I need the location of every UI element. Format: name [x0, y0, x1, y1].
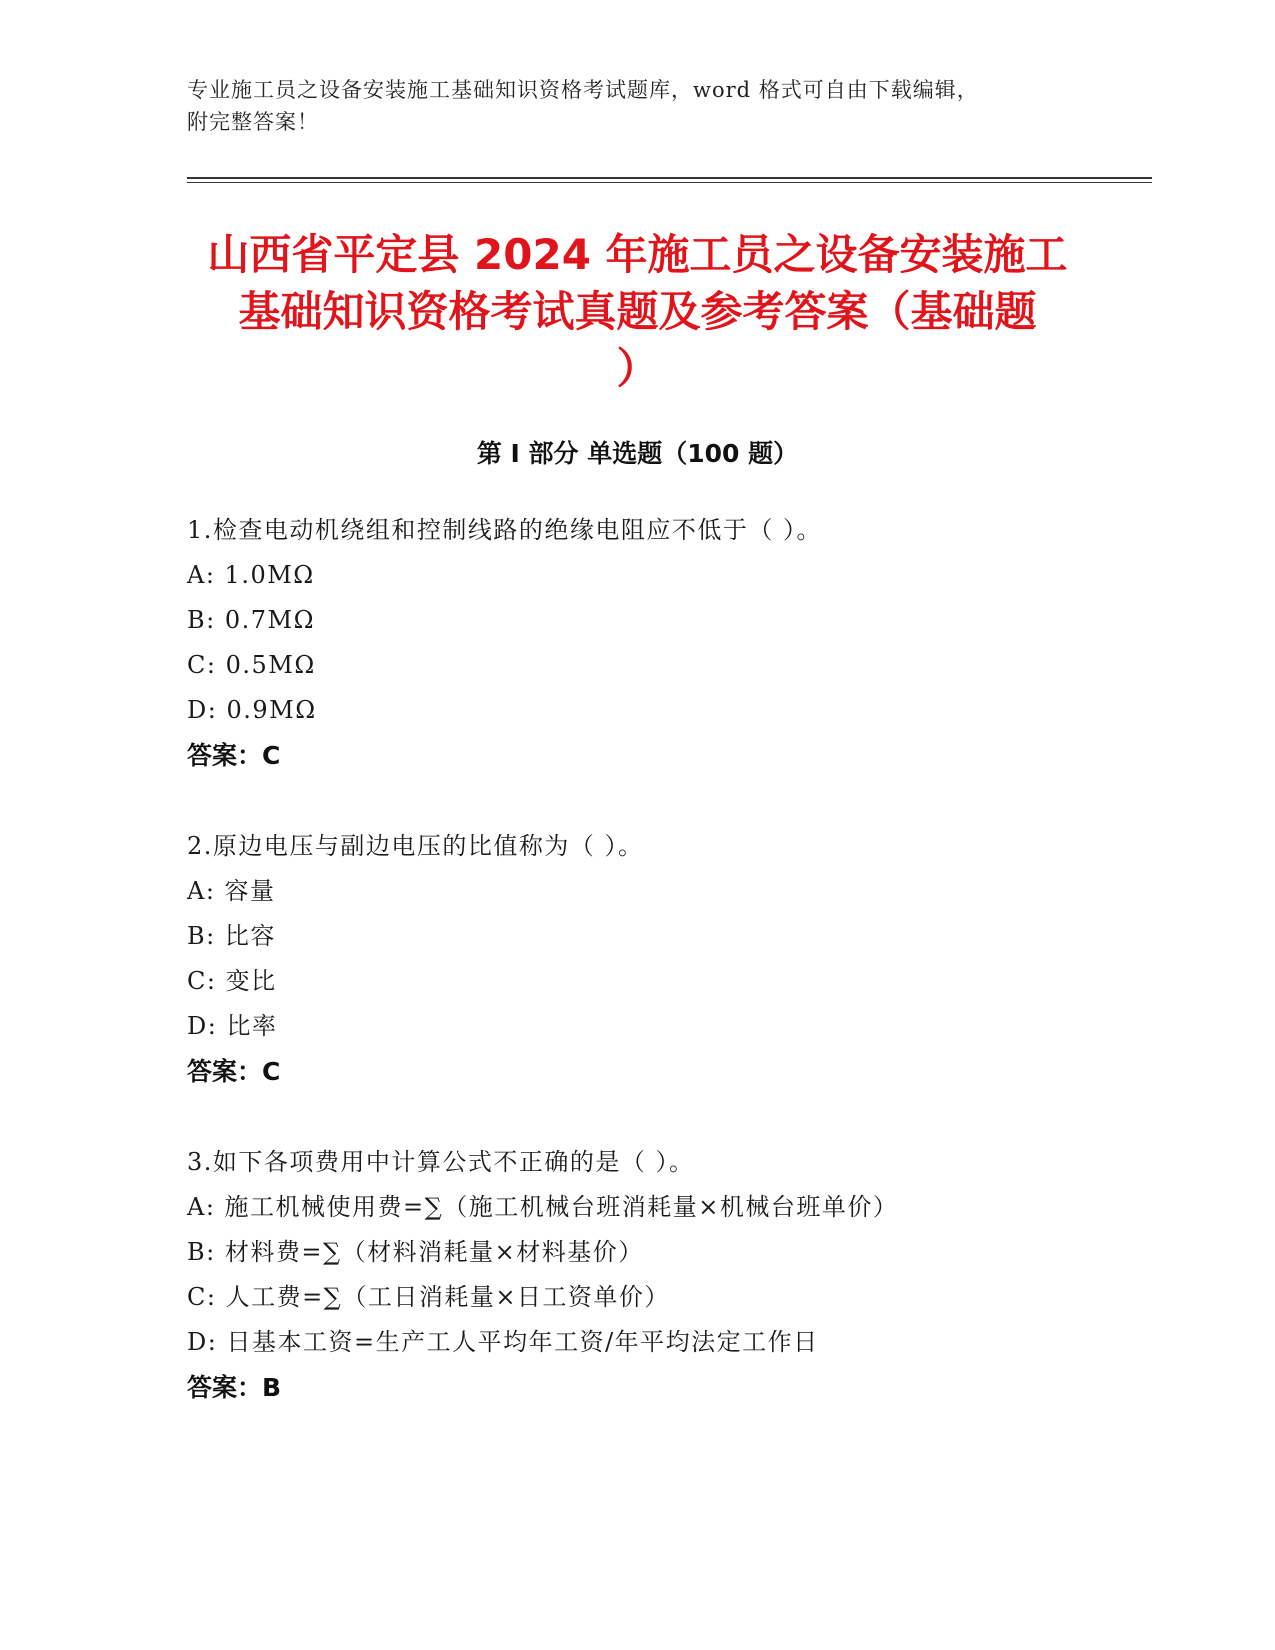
option-a: A: 1.0MΩ [187, 561, 315, 589]
option-b: B: 0.7MΩ [187, 606, 315, 634]
question-2 [187, 824, 1087, 1095]
option-d: D: 比率 [187, 1012, 278, 1040]
document-title-line-3: ） [616, 344, 659, 393]
question-1 [187, 508, 1087, 779]
option-a: A: 容量 [187, 877, 276, 905]
document-title-line-2: 基础知识资格考试真题及参考答案（基础题 [238, 287, 1037, 336]
document-title [180, 226, 1095, 397]
option-c: C: 人工费=∑（工日消耗量×日工资单价） [187, 1283, 670, 1311]
answer: 答案：C [187, 1057, 281, 1086]
header-divider-thick [187, 177, 1152, 179]
option-b: B: 材料费=∑（材料消耗量×材料基价） [187, 1238, 644, 1266]
document-title-line-1: 山西省平定县 2024 年施工员之设备安装施工 [207, 230, 1068, 279]
question-3 [187, 1140, 1087, 1411]
option-d: D: 0.9MΩ [187, 696, 317, 724]
question-stem: 3.如下各项费用中计算公式不正确的是（ ）。 [187, 1148, 695, 1176]
answer: 答案：C [187, 741, 281, 770]
option-a: A: 施工机械使用费=∑（施工机械台班消耗量×机械台班单价） [187, 1193, 899, 1221]
question-stem: 1.检查电动机绕组和控制线路的绝缘电阻应不低于（ ）。 [187, 516, 823, 544]
header-note [187, 74, 1067, 138]
header-divider-thin [187, 182, 1152, 183]
option-c: C: 变比 [187, 967, 277, 995]
answer: 答案：B [187, 1373, 282, 1402]
section-title: 第 I 部分 单选题（100 题） [476, 439, 799, 468]
option-d: D: 日基本工资=生产工人平均年工资/年平均法定工作日 [187, 1328, 819, 1356]
header-note-line-2: 附完整答案！ [187, 110, 319, 134]
option-b: B: 比容 [187, 922, 276, 950]
question-stem: 2.原边电压与副边电压的比值称为（ ）。 [187, 832, 644, 860]
header-note-line-1: 专业施工员之设备安装施工基础知识资格考试题库，word 格式可自由下载编辑， [187, 78, 979, 102]
option-c: C: 0.5MΩ [187, 651, 316, 679]
